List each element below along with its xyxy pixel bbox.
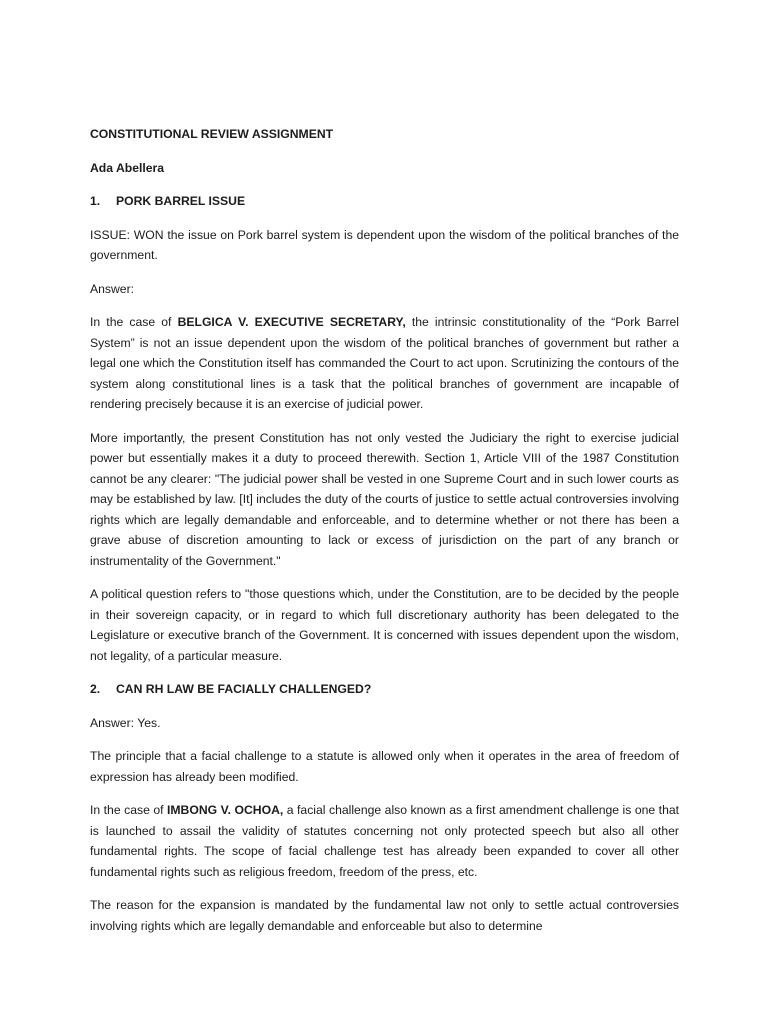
paragraph-rest: the intrinsic constitutionality of the “Pork Barrel System” is not an issue dependent upon the wisdom of the political branches of government but rather a legal one which the Constitution itself has commanded the Court to act upon. Scrutinizing the contours of the system along constitutional lines is a task that the political branches of government are incapable of rendering precisely because it is an exercise of judicial power.: [90, 315, 679, 411]
section-2-title: CAN RH LAW BE FACIALLY CHALLENGED?: [116, 682, 372, 696]
section-1-heading: [90, 191, 679, 212]
document-title: CONSTITUTIONAL REVIEW ASSIGNMENT: [90, 127, 334, 141]
section-1-paragraph-1: [90, 312, 679, 415]
section-2-number: 2.: [90, 682, 101, 696]
author-name: Ada Abellera: [90, 160, 165, 175]
section-1-title: PORK BARREL ISSUE: [116, 194, 246, 208]
section-2-paragraph-3: The reason for the expansion is mandated by the fundamental law not only to settle actual controversies involving rights which are legally demandable and enforceable but also to determine: [90, 898, 679, 933]
section-1-paragraph-3: A political question refers to "those questions which, under the Constitution, are to be decided by the people in their sovereign capacity, or in regard to which full discretionary authority has been delegated to the Legislature or executive branch of the Government. It is concerned with issues dependent upon the wisdom, not legality, of a particular measure.: [90, 587, 679, 663]
paragraph-prefix: In the case of: [90, 315, 178, 329]
section-2-paragraph-1: The principle that a facial challenge to a statute is allowed only when it operates in the area of freedom of expression has already been modified.: [90, 749, 679, 784]
section-2-heading: [90, 679, 679, 700]
section-1-answer-label: Answer:: [90, 281, 135, 296]
section-2-answer: Answer: Yes.: [90, 715, 161, 730]
paragraph-prefix: In the case of: [90, 803, 168, 817]
section-1-issue: ISSUE: WON the issue on Pork barrel system is dependent upon the wisdom of the political branches of the government.: [90, 227, 679, 262]
section-1-number: 1.: [90, 194, 101, 208]
paragraph-rest: a facial challenge also known as a first amendment challenge is one that is launched to assail the validity of statutes concerning not only protected speech but also all other fundamental rights. The scope of facial challenge test has already been expanded to cover all other fundamental rights such as religious freedom, freedom of the press, etc.: [90, 803, 680, 879]
case-name-imbong: IMBONG V. OCHOA,: [167, 803, 284, 817]
section-1-paragraph-2: More importantly, the present Constitution has not only vested the Judiciary the right to exercise judicial power but essentially makes it a duty to proceed therewith. Section 1, Article VIII of the 1987 Constitution cannot be any clearer: "The judicial power shall be vested in one Supreme Court and in such lower courts as may be established by law. [It] includes the duty of the courts of justice to settle actual controversies involving rights which are legally demandable and enforceable, and to determine whether or not there has been a grave abuse of discretion amounting to lack or excess of jurisdiction on the part of any branch or instrumentality of the Government.": [90, 430, 679, 568]
section-2-paragraph-2: [90, 800, 679, 882]
case-name-belgica: BELGICA V. EXECUTIVE SECRETARY,: [177, 315, 406, 329]
document-body: [90, 124, 679, 949]
